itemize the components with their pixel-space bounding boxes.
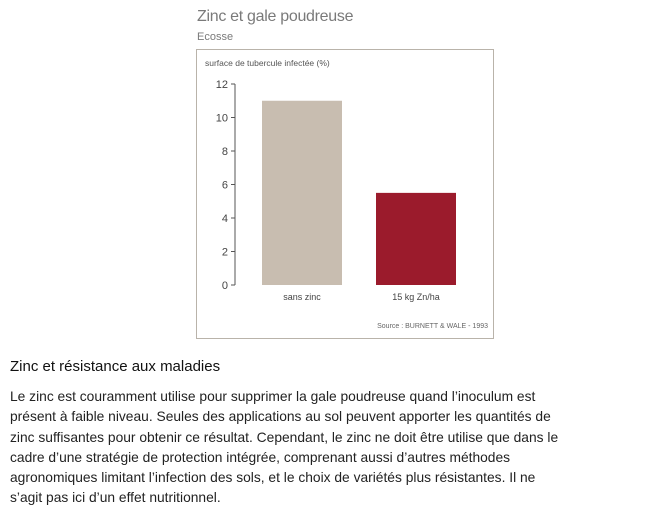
article-line: Le zinc est couramment utilise pour supprimer la gale poudreuse quand l’inoculum est [10,389,536,404]
article-line: zinc suffisantes pour obtenir ce résultat. Cependant, le zinc ne doit être utilise que dans le [10,429,559,445]
y-tick-label: 6 [221,179,228,192]
chart-subtitle: Ecosse [197,31,234,43]
y-tick-label: 8 [221,146,228,158]
bar [376,193,456,285]
x-category-label: sans zinc [283,292,321,302]
x-category-label: 15 kg Zn/ha [392,292,440,302]
y-tick-label: 2 [221,246,228,259]
y-tick-label: 4 [221,213,228,225]
y-tick-label: 12 [215,79,228,91]
article-body [10,387,650,509]
article-line: cadre d’une stratégie de protection intégrée, comprenant aussi d’autres méthodes [10,449,511,465]
source-note: Source : BURNETT & WALE - 1993 [377,323,488,330]
article-heading: Zinc et résistance aux maladies [10,358,221,375]
y-tick-label: 10 [215,112,228,125]
y-tick-label: 0 [221,280,228,292]
bar [262,101,342,285]
article-line: agronomiques limitant l’infection des sols, et le choix de variétés plus résistantes. Il ne [10,470,536,486]
article-line: s’agit pas ici d’un effet nutritionnel. [10,490,221,506]
chart-title: Zinc et gale poudreuse [197,8,354,25]
y-axis-label: surface de tubercule infectée (%) [205,58,330,68]
article-line: présent à faible niveau. Seules des applications au sol peuvent apporter les quantités de [10,409,551,425]
